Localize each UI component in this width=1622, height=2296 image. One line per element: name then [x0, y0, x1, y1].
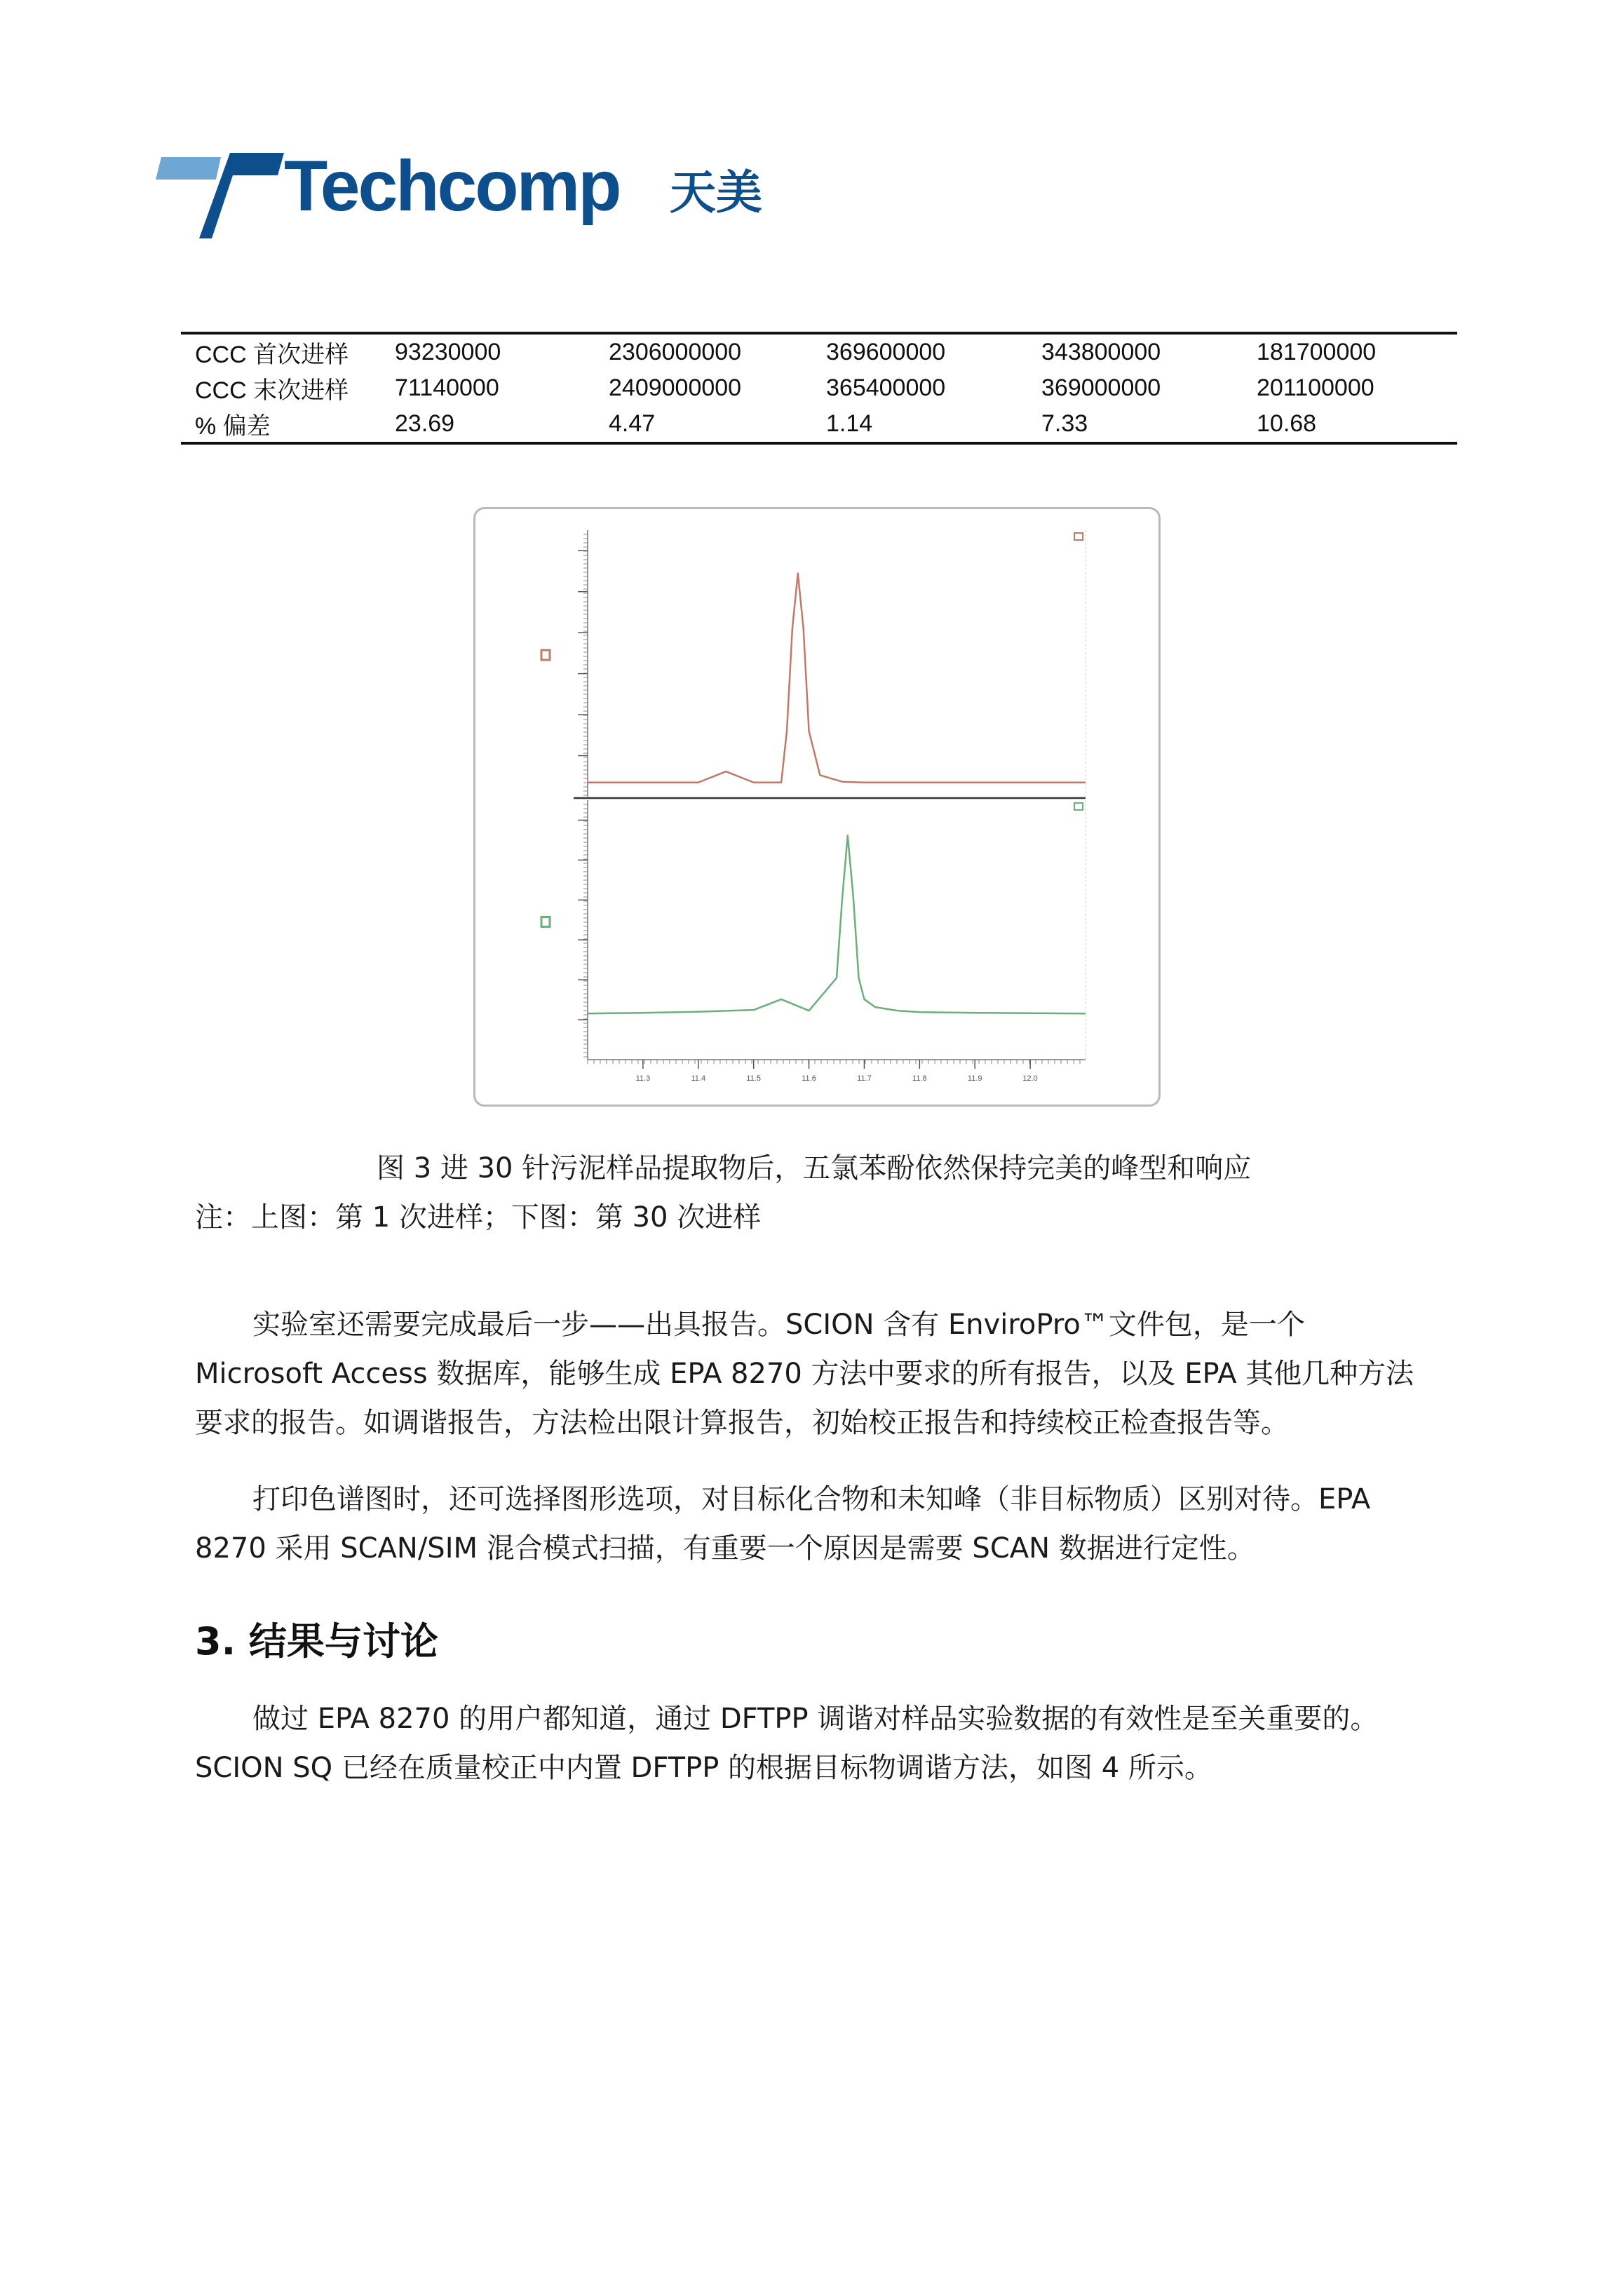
table-cell: CCC 末次进样	[195, 377, 349, 404]
table-cell: 181700000	[1257, 339, 1377, 365]
paragraph-line: SCION SQ 已经在质量校正中内置 DFTPP 的根据目标物调谐方法，如图 4 所示。	[195, 1752, 1212, 1784]
table-row	[181, 335, 1457, 370]
paragraph-dftpp	[195, 1694, 1436, 1792]
logo-chinese-name: 天美	[670, 166, 762, 220]
series-line-1	[588, 574, 1086, 783]
channel-marker	[541, 650, 550, 660]
table-row	[181, 406, 1457, 442]
ccc-deviation-table	[181, 332, 1457, 445]
x-tick-label: 11.7	[857, 1074, 872, 1083]
paragraph-report	[195, 1300, 1436, 1447]
table-cell: 71140000	[395, 374, 499, 401]
legend-marker	[1074, 803, 1083, 810]
paragraph-line: 打印色谱图时，还可选择图形选项，对目标化合物和未知峰（非目标物质）区别对待。EPA	[252, 1483, 1371, 1515]
x-tick-label: 11.4	[691, 1074, 706, 1083]
table-cell: 365400000	[826, 374, 946, 401]
table-cell: 93230000	[395, 339, 501, 365]
table-cell: 343800000	[1041, 339, 1161, 365]
paragraph-line: 实验室还需要完成最后一步——出具报告。SCION 含有 EnviroPro™文件包，是一个	[252, 1309, 1305, 1341]
table-cell: 201100000	[1257, 374, 1374, 401]
paragraph-print-options	[195, 1475, 1436, 1573]
figure-caption: 图 3 进 30 针污泥样品提取物后，五氯苯酚依然保持完美的峰型和响应	[377, 1152, 1252, 1184]
chromatogram-svg	[475, 509, 1158, 1105]
table-cell: 2409000000	[609, 374, 742, 401]
legend-marker	[1074, 533, 1083, 540]
channel-marker	[541, 917, 550, 927]
x-tick-label: 11.8	[912, 1074, 927, 1083]
figure-note: 注：上图：第 1 次进样；下图：第 30 次进样	[195, 1201, 762, 1234]
table-cell: 23.69	[395, 410, 455, 437]
paragraph-line: 要求的报告。如调谐报告，方法检出限计算报告，初始校正报告和持续校正检查报告等。	[195, 1407, 1289, 1439]
paragraph-line: 8270 采用 SCAN/SIM 混合模式扫描，有重要一个原因是需要 SCAN 数据进行定性。	[195, 1532, 1255, 1565]
table-cell: 369000000	[1041, 374, 1161, 401]
techcomp-logo-mark	[154, 147, 284, 245]
x-tick-label: 11.9	[967, 1074, 982, 1083]
table-cell: % 偏差	[195, 413, 271, 440]
x-tick-label: 11.5	[746, 1074, 761, 1083]
paragraph-line: 做过 EPA 8270 的用户都知道，通过 DFTPP 调谐对样品实验数据的有效性是至关重要的。	[252, 1703, 1379, 1735]
x-tick-label: 11.6	[802, 1074, 816, 1083]
table-cell: 4.47	[609, 410, 656, 437]
series-line-2	[588, 835, 1086, 1013]
table-cell: 2306000000	[609, 339, 742, 365]
table-row	[181, 370, 1457, 406]
techcomp-logo	[154, 147, 785, 245]
chromatogram-figure	[473, 507, 1161, 1107]
table-cell: CCC 首次进样	[195, 342, 349, 368]
table-cell: 369600000	[826, 339, 946, 365]
x-tick-label: 12.0	[1022, 1074, 1038, 1083]
table-cell: 1.14	[826, 410, 873, 437]
table-cell: 7.33	[1041, 410, 1088, 437]
paragraph-line: Microsoft Access 数据库，能够生成 EPA 8270 方法中要求的所有报告，以及 EPA 其他几种方法	[195, 1358, 1414, 1390]
logo-wordmark: Techcomp	[284, 146, 620, 226]
table-cell: 10.68	[1257, 410, 1317, 437]
x-tick-label: 11.3	[635, 1074, 651, 1083]
section-heading: 3. 结果与讨论	[195, 1619, 438, 1663]
